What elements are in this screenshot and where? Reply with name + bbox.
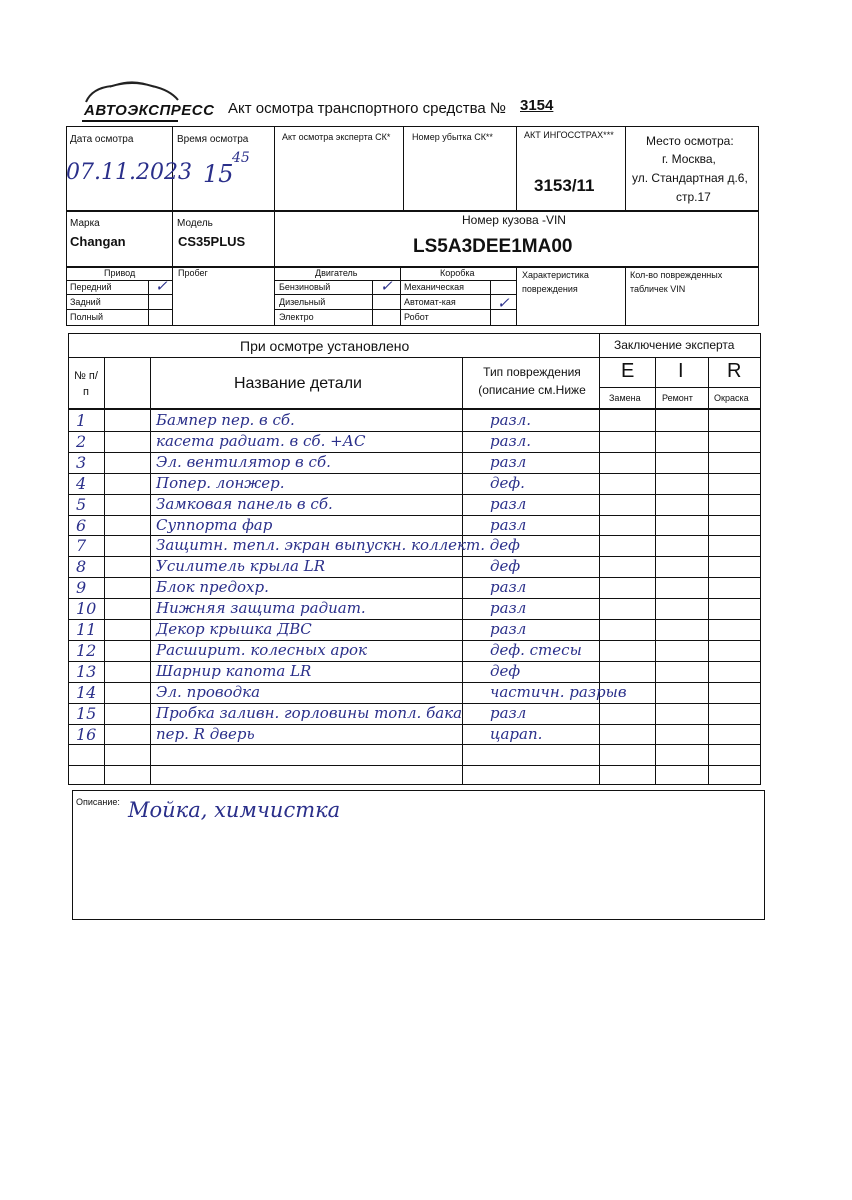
table-row-number: 10	[76, 599, 97, 619]
table-row-number: 8	[76, 557, 87, 577]
table-row-number: 1	[76, 411, 87, 430]
damage-char-label: Характеристика повреждения	[522, 270, 589, 294]
table-row-damage-type: царап.	[490, 724, 543, 743]
engine-petrol-check: ✓	[380, 277, 393, 295]
model-label: Модель	[177, 218, 213, 229]
table-row-number: 16	[76, 724, 97, 744]
table-row-number: 6	[76, 515, 87, 535]
table-row-damage-type: разл	[490, 452, 527, 471]
table-row-part-name: Попер. лонжер.	[156, 473, 285, 492]
table-row-part-name: Расширит. колесных арок	[156, 640, 368, 659]
place-line-1: г. Москва,	[662, 152, 716, 166]
loss-number-label: Номер убытка СК**	[412, 132, 493, 142]
col-type-header: Тип повреждения (описание см.Ниже	[478, 365, 586, 397]
ingos-value: 3153/11	[534, 176, 595, 195]
table-row-damage-type: деф	[490, 557, 521, 576]
vin-label: Номер кузова -VIN	[462, 213, 566, 227]
table-row-number: 3	[76, 452, 87, 472]
table-row-part-name: Замковая панель в сб.	[156, 494, 333, 513]
logo-text: АВТОЭКСПРЕСС	[84, 102, 215, 119]
drive-option-rear: Задний	[70, 297, 101, 307]
table-row-damage-type: деф. стесы	[490, 640, 582, 659]
table-row-part-name: пер. R дверь	[156, 724, 255, 743]
ingos-label: АКТ ИНГОССТРАХ***	[524, 130, 614, 140]
table-row-damage-type: разл	[490, 620, 527, 638]
gearbox-option-auto: Автомат-кая	[404, 297, 456, 307]
gearbox-auto-check: ✓	[497, 294, 510, 312]
table-row-part-name: касета радиат. в сб. +АС	[156, 431, 366, 450]
gearbox-header: Коробка	[440, 268, 475, 278]
table-row-number: 4	[76, 473, 87, 493]
table-row-part-name: Блок предохр.	[156, 578, 269, 597]
col-no-header: № п/п	[74, 370, 98, 398]
table-row-part-name: Усилитель крыла LR	[156, 557, 325, 576]
drive-option-front: Передний	[70, 282, 112, 292]
table-row-number: 15	[76, 703, 97, 723]
table-row-damage-type: разл	[490, 515, 527, 534]
gearbox-option-manual: Механическая	[404, 282, 465, 292]
table-row-part-name: Эл. проводка	[156, 682, 261, 701]
col-i-header: I	[678, 360, 684, 382]
table-row-part-name: Суппорта фар	[156, 515, 273, 534]
drive-front-check: ✓	[155, 277, 168, 295]
document-title: Акт осмотра транспортного средства №	[228, 100, 507, 117]
engine-header: Двигатель	[315, 268, 358, 278]
description-value: Мойка, химчистка	[128, 798, 341, 822]
time-label: Время осмотра	[177, 134, 249, 145]
row-divider	[68, 744, 761, 745]
time-minutes: 45	[232, 150, 250, 166]
date-value: 07.11.2023	[66, 160, 192, 185]
table-row-damage-type: деф.	[490, 473, 525, 492]
vin-plates-label: Кол-во поврежденных табличек VIN	[630, 270, 723, 294]
table-row-damage-type: частичн. разрыв	[490, 682, 627, 701]
table-row-damage-type: разл	[490, 494, 527, 513]
table-row-number: 9	[76, 578, 87, 598]
engine-option-electric: Электро	[279, 312, 314, 322]
table-row-part-name: Защитн. тепл. экран выпускн. коллект. деф	[156, 536, 520, 555]
table-row-number: 7	[76, 536, 87, 556]
info-block	[66, 126, 759, 326]
date-label: Дата осмотра	[70, 134, 134, 145]
table-row-number: 12	[76, 640, 97, 660]
gearbox-option-robot: Робот	[404, 312, 429, 322]
engine-option-diesel: Дизельный	[279, 297, 326, 307]
table-row-number: 5	[76, 494, 87, 514]
table-row-damage-type: разл.	[490, 431, 532, 450]
brand-value: Changan	[70, 234, 126, 249]
col-e-header: E	[621, 360, 635, 382]
table-row-damage-type: разл.	[490, 411, 532, 429]
vin-value: LS5A3DEE1MA00	[413, 236, 573, 257]
place-line-2: ул. Стандартная д.6,	[632, 171, 748, 185]
place-line-3: стр.17	[676, 190, 711, 204]
col-e-sub: Замена	[609, 393, 641, 403]
table-row-part-name: Нижняя защита радиат.	[156, 599, 366, 618]
table-row-number: 13	[76, 661, 97, 681]
table-row-number: 11	[76, 620, 97, 639]
col-r-header: R	[727, 360, 742, 382]
col-i-sub: Ремонт	[662, 393, 693, 403]
place-label: Место осмотра:	[646, 134, 734, 148]
table-row-part-name: Декор крышка ДВС	[156, 620, 312, 638]
table-row-part-name: Пробка заливн. горловины топл. бака	[156, 703, 463, 722]
table-row-number: 2	[76, 431, 87, 451]
drive-option-full: Полный	[70, 312, 103, 322]
table-row-damage-type: деф	[490, 661, 521, 680]
table-row-damage-type: разл	[490, 703, 527, 722]
table-row-damage-type: разл	[490, 578, 527, 597]
brand-label: Марка	[70, 218, 100, 229]
expert-title: Заключение эксперта	[614, 338, 735, 352]
drive-header: Привод	[104, 268, 136, 278]
col-name-header: Название детали	[234, 375, 362, 392]
table-row-part-name: Шарнир капота LR	[156, 661, 312, 680]
engine-option-petrol: Бензиновый	[279, 282, 331, 292]
car-logo-icon	[82, 78, 182, 104]
table-row-number: 14	[76, 682, 97, 702]
table-row-damage-type: разл	[490, 599, 527, 618]
col-r-sub: Окраска	[714, 393, 749, 403]
expert-act-label: Акт осмотра эксперта СК*	[282, 132, 391, 142]
description-label: Описание:	[76, 797, 120, 807]
table-row-part-name: Эл. вентилятор в сб.	[156, 452, 331, 471]
act-number: 3154	[520, 97, 554, 114]
table-row-part-name: Бампер пер. в сб.	[156, 411, 295, 429]
time-hours: 15	[203, 160, 234, 188]
row-divider	[68, 765, 761, 766]
mileage-label: Пробег	[178, 268, 208, 278]
section-title: При осмотре установлено	[240, 338, 410, 354]
logo	[82, 76, 215, 126]
model-value: CS35PLUS	[178, 234, 246, 249]
